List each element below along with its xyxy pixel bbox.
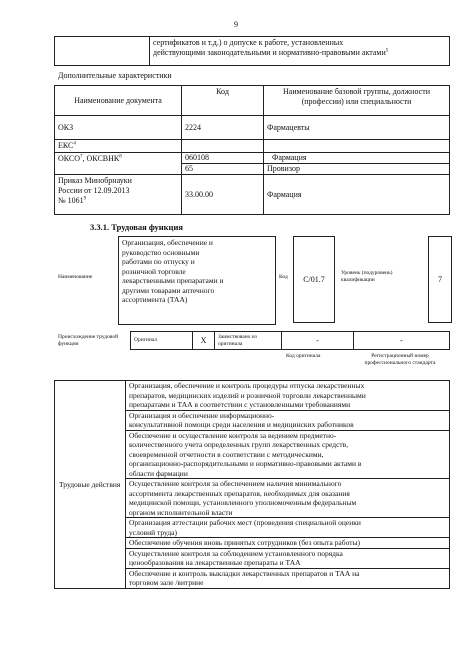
- okso-title-2: Провизор: [267, 164, 300, 173]
- okso-code-1: 060108: [182, 153, 263, 164]
- code-box: [293, 236, 335, 323]
- action-line: ассортимента лекарственных препаратов, необходимых для оказания: [129, 488, 350, 498]
- header-document: Наименование документа: [55, 86, 182, 116]
- code-value: С/01.7: [303, 274, 325, 284]
- action-line: Осуществление контроля за соблюдением установленного порядка: [129, 548, 343, 558]
- okso-label: ОКСО: [58, 154, 81, 163]
- order-name: [55, 175, 182, 215]
- caption-registration-number: Регистрационный номер профессионального стандарта: [364, 353, 436, 366]
- top-fragment-line-1: сертификатов и т.д.) о допуске к работе, установленных: [153, 38, 344, 47]
- okso-title-1: Фармация: [264, 153, 449, 164]
- function-name-box: [118, 236, 276, 325]
- header-title: Наименование базовой группы, должности (профессии) или специальности: [264, 86, 450, 116]
- footnote-ref: 5: [385, 48, 389, 54]
- oksvnk-label: , ОКСВНК: [82, 154, 120, 163]
- action-line: препаратов, медицинских изделий и розничной торговли лекарственными: [129, 390, 366, 400]
- action-item: [126, 568, 450, 588]
- footnote-ref: 4: [73, 141, 76, 147]
- function-name-line: розничной торговле: [122, 266, 186, 276]
- action-line: торговом зале /витрине: [129, 578, 204, 587]
- borrowed-label: Заимствовано из оригинала: [215, 332, 282, 350]
- action-line: Организация, обеспечение и контроль процедуры отпуска лекарственных: [129, 381, 365, 390]
- okso-code-2: 65: [185, 164, 193, 173]
- okso-name: [55, 153, 182, 175]
- function-name-line: лекарственными препаратами и: [122, 276, 224, 285]
- top-fragment-table: [54, 36, 450, 66]
- footnote-ref: 9: [83, 196, 87, 202]
- function-name-line: Организация, обеспечение и: [122, 238, 213, 247]
- action-line: Организация аттестации рабочих мест (проведения специальной оценки: [129, 518, 361, 527]
- caption-original-code: Код оригинала: [286, 353, 321, 359]
- eks-name: [55, 140, 182, 153]
- action-line: условий труда): [129, 527, 177, 537]
- actions-label: Трудовые действия: [55, 381, 126, 589]
- name-label: Наименование: [58, 274, 93, 280]
- action-item: [126, 518, 450, 538]
- function-name-line: работами по отпуску и: [122, 257, 195, 266]
- level-label: Уровень (подуровень) квалификации: [341, 270, 393, 283]
- registration-number-cell: -: [354, 332, 450, 350]
- additional-table: [54, 85, 450, 215]
- action-item: [126, 410, 450, 430]
- level-box: [428, 236, 452, 323]
- action-line: Осуществление контроля за обеспечением наличия минимального: [129, 479, 342, 488]
- action-line: консультативной помощи среди населения и медицинских работников: [129, 420, 354, 429]
- top-fragment-text: [150, 37, 450, 66]
- okz-title: Фармацевты: [264, 116, 450, 140]
- top-fragment-empty-cell: [55, 37, 150, 66]
- additional-heading: Дополнительные характеристики: [58, 71, 172, 80]
- action-line: Обеспечение и контроль выкладки лекарственных препаратов и ТАА на: [129, 568, 360, 578]
- okz-name: ОКЗ: [55, 116, 182, 140]
- action-line: медицинской помощи, установленного уполномоченным федеральным: [129, 498, 357, 507]
- origin-label: Происхождение трудовой функции: [58, 334, 119, 347]
- action-line: организационно-распорядительными и нормативно-правовыми актами в: [129, 459, 362, 468]
- action-line: органом исполнительной власти: [129, 507, 233, 517]
- order-title: Фармация: [264, 175, 450, 215]
- okso-titles: [264, 153, 450, 175]
- action-line: области фармации: [129, 468, 188, 478]
- action-line: препаратами и ТАА в соответствии с установленными требованиями: [129, 400, 351, 409]
- okso-codes: [182, 153, 264, 175]
- code-label: Код: [279, 274, 288, 280]
- action-line: количественного учета определенных групп лекарственных средств,: [129, 440, 349, 449]
- original-code-cell: -: [282, 332, 354, 350]
- okz-code: 2224: [182, 116, 264, 140]
- action-item: [126, 430, 450, 479]
- level-value: 7: [438, 274, 442, 284]
- order-code: 33.00.00: [182, 175, 264, 215]
- actions-table: [54, 380, 450, 589]
- action-item: [126, 479, 450, 518]
- function-name-line: руководство основными: [122, 247, 200, 257]
- top-fragment-line-2: действующими законодательными и нормативно-правовыми актами: [153, 48, 386, 57]
- header-code: Код: [182, 86, 264, 116]
- footnote-ref: 7: [80, 154, 83, 160]
- page-number: 9: [234, 20, 238, 29]
- action-line: Обеспечение и осуществление контроля за ведением предметно-: [129, 430, 337, 440]
- order-line-1: Приказ Минобрнауки: [58, 176, 132, 185]
- function-heading: 3.3.1. Трудовая функция: [90, 222, 183, 232]
- action-line: Организация и обеспечение информационно-: [129, 410, 275, 420]
- eks-label: ЕКС: [58, 141, 74, 150]
- action-item: [126, 538, 450, 549]
- function-name-line: ассортимента (ТАА): [122, 295, 188, 304]
- eks-title: [264, 140, 450, 153]
- order-line-3: № 1061: [58, 196, 84, 205]
- order-line-2: России от 12.09.2013: [58, 186, 130, 195]
- origin-table: [130, 331, 450, 350]
- footnote-ref: 8: [119, 154, 122, 160]
- action-line: Обеспечение обучения вновь принятых сотрудников (без опыта работы): [129, 538, 361, 547]
- action-line: своевременной отчетности в соответствии с методическими,: [129, 449, 324, 459]
- action-line: ценообразования на лекарственные препараты и ТАА: [129, 558, 301, 567]
- action-item: [126, 548, 450, 568]
- original-mark: X: [193, 332, 215, 350]
- action-item: [126, 381, 450, 411]
- original-label: Оригинал: [131, 332, 193, 350]
- function-name-line: другими товарами аптечного: [122, 285, 215, 295]
- eks-code: [182, 140, 264, 153]
